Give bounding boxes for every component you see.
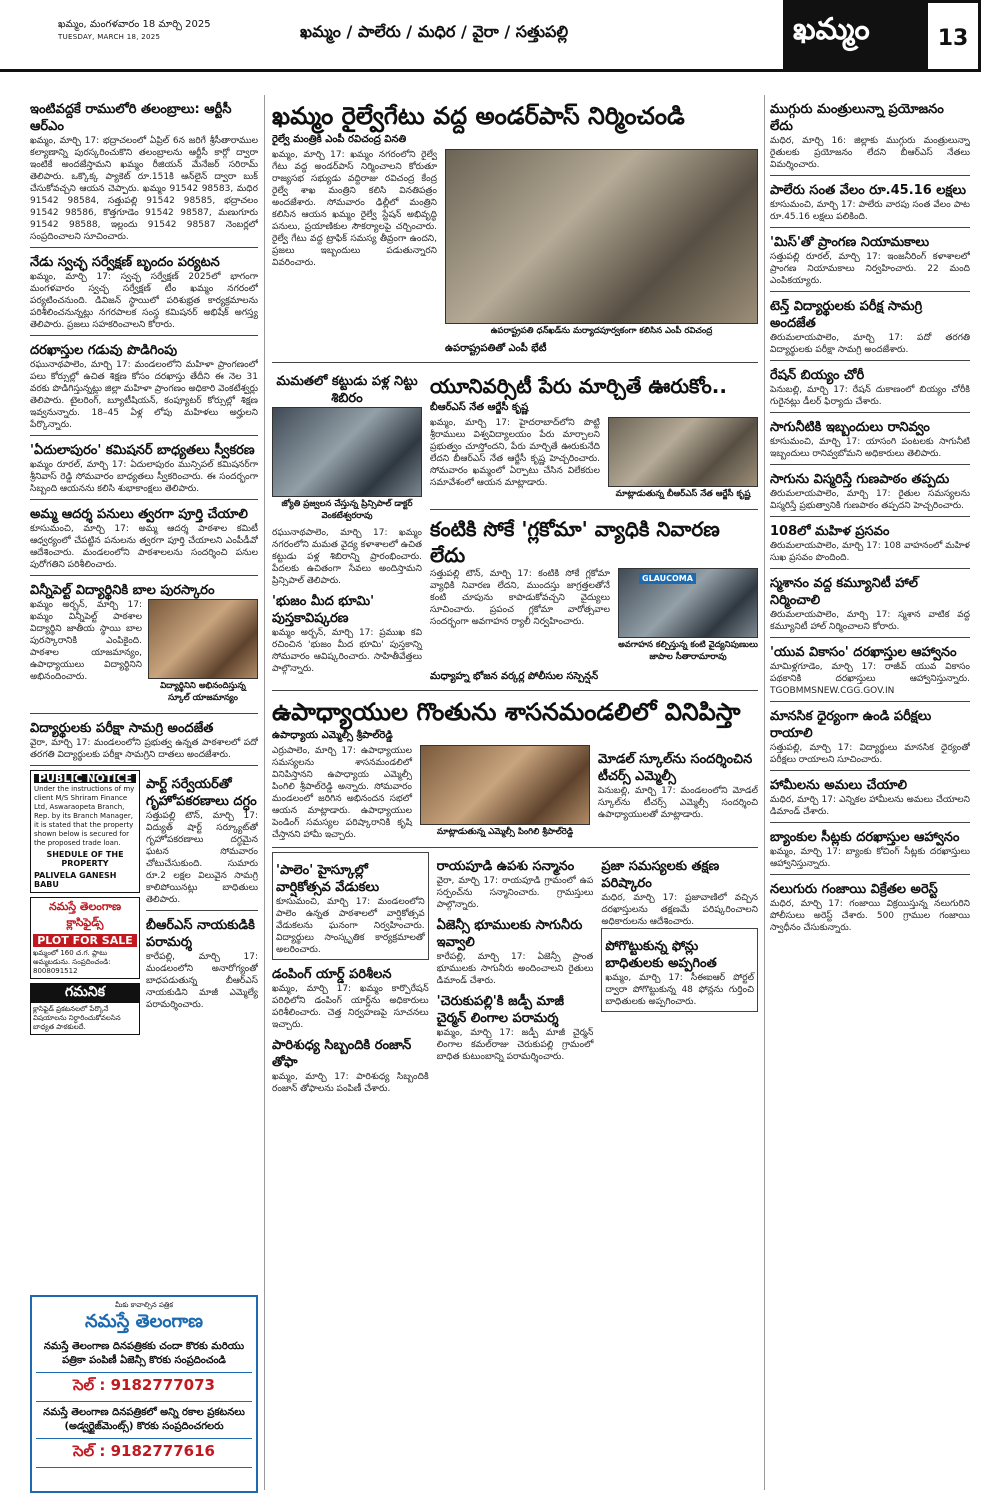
brief-headline: 'మిస్'తో ప్రాంగణ నియామకాలు xyxy=(770,235,930,250)
brief-headline: ప్రజా సమస్యలకు తక్షణ పరిష్కారం xyxy=(601,859,720,891)
brief-body: కారేపల్లి, మార్చి 17: ఏజెన్సీ ప్రాంత భూములకు సాగునీరు అందించాలని రైతులు డిమాండ్ చేశారు. xyxy=(436,952,594,986)
brief-body: వైరా, మార్చి 17: రాయపూడి గ్రామంలో ఉప సర్పంచ్‌ను సన్మానించారు. గ్రామస్తులు పాల్గొన్నారు. xyxy=(436,876,594,910)
article-body: కారేపల్లి, మార్చి 17: మండలంలోని అనారోగ్యంతో బాధపడుతున్న బీఆర్ఎస్ నాయకుడిని మాజీ ఎమ్మెల్యే పరామర్శించారు. xyxy=(146,952,258,1010)
brief-body: ఖమ్మం, మార్చి 17: జడ్పీ మాజీ చైర్మన్ లింగాల కమల్‌రాజు చెరుకుపల్లి గ్రామంలో బాధిత కుటుంబాన్ని పరామర్శించారు. xyxy=(436,1028,594,1062)
brief-body: పెనుబల్లి, మార్చి 17: రేషన్ దుకాణంలో బియ్యం చోరీకి గురైనట్లు డీలర్ ఫిర్యాదు చేశారు. xyxy=(770,385,970,407)
brief-body: సత్తుపల్లి రూరల్, మార్చి 17: ఇంజనీరింగ్ కళాశాలలో ప్రాంగణ నియామకాలు నిర్వహించారు. 22 మంది ఎంపికయ్యారు. xyxy=(770,252,970,286)
brief-headline: 'పాలెం' హైస్కూల్లో వార్షికోత్సవ వేడుకలు xyxy=(276,863,380,895)
divider xyxy=(272,690,758,691)
brief-body: తిరుమలాయపాలెం, మార్చి 17: స్మశాన వాటిక వద్ద కమ్యూనిటీ హాల్ నిర్మించాలని కోరారు. xyxy=(770,610,970,632)
model-school-headline: మోడల్ స్కూల్‌ను సందర్శించిన టీచర్స్ ఎమ్మెల్సీ xyxy=(598,752,753,784)
divider xyxy=(30,765,258,766)
brief-body: తిరుమలాయపాలెం, మార్చి 17: పదో తరగతి విద్యార్థులకు పరీక్షా సామగ్రి అందజేశారు. xyxy=(770,333,970,355)
brief-headline: పోగొట్టుకున్న ఫోన్లు బాధితులకు అప్పగింత xyxy=(605,939,717,971)
brief-headline: రేషన్ బియ్యం చోరీ xyxy=(770,368,865,383)
article xyxy=(146,917,258,1011)
brief xyxy=(437,917,594,987)
classifieds-ad xyxy=(30,897,140,979)
university-subheadline: బీఆర్ఎస్ నేత ఆర్జేసీ కృష్ణ xyxy=(430,402,529,413)
brief xyxy=(770,575,970,633)
article-headline: ఇంటివద్దకే రాములోరి తలంబ్రాలు: ఆర్టీసీ ఆర్‌ఎం xyxy=(30,102,232,134)
classifieds-brand: నమస్తే తెలంగాణ క్లాసిఫైడ్స్ xyxy=(48,900,122,929)
divider xyxy=(770,701,970,702)
brief xyxy=(770,523,970,564)
masthead xyxy=(0,0,981,72)
promo-phone-2: సెల్ : 9182777616 xyxy=(36,1438,252,1468)
lead-body: ఖమ్మం, మార్చి 17: ఖమ్మం నగరంలోని రైల్వే గేటు వద్ద అండర్‌పాస్ నిర్మించాలని కోరుతూ రాజ్యసభ సభ్యుడు వద్దిరాజు రవిచంద్ర కేంద్ర రైల్వే శాఖ మంత్రిని కలిసి వినతిపత్రం అందజేశారు. సోమవారం ఢిల్లీలో మంత్రిని కలిసిన ఆయన ఖమ్మం రైల్వే స్టేషన్ అభివృద్ధి పనులు, ప్రయాణికుల సౌకర్యాలపై చర్చించారు. రైల్వే గేటు వద్ద ట్రాఫిక్ సమస్య తీవ్రంగా ఉందని, ప్రజలు ఇబ్బందులు పడుతున్నారని వివరించారు. xyxy=(272,150,437,268)
column-divider xyxy=(264,95,265,1490)
masthead-date xyxy=(58,18,211,44)
brief-body: మధిర, మార్చి 16: జిల్లాకు ముగ్గురు మంత్రులున్నా రైతులకు ప్రయోజనం లేదని బీఆర్ఎస్ నేతలు విమర్శించారు. xyxy=(770,136,970,170)
brief-body: తిరుమలాయపాలెం, మార్చి 17: రైతుల సమస్యలను విస్మరిస్తే ప్రభుత్వానికి గుణపాఠం తప్పదని హెచ్చరించారు. xyxy=(770,489,970,511)
divider xyxy=(770,568,970,569)
divider xyxy=(770,822,970,823)
brief xyxy=(770,182,970,223)
lead-subheadline: రైల్వే మంత్రికి ఎంపీ రవిచంద్ర వినతి xyxy=(272,134,407,145)
article-headline: అమ్మ ఆదర్శ పనులు త్వరగా పూర్తి చేయాలి xyxy=(30,507,248,522)
article-body: సత్తుపల్లి టౌన్, మార్చి 17: విద్యుత్ షార్ట్ సర్క్యూట్‌తో గృహోపకరణాలు దగ్ధమైన ఘటన సోమవారం చోటుచేసుకుంది. సుమారు రూ.2 లక్షల విలువైన సామగ్రి కాలిపోయినట్లు బాధితులు తెలిపారు. xyxy=(146,811,258,905)
brief-headline: సాగును విస్మరిస్తే గుణపాఠం తప్పదు xyxy=(770,472,950,487)
divider xyxy=(30,499,258,500)
brief xyxy=(770,298,970,356)
brief-body: మధిర, మార్చి 17: ఎన్నికల హామీలను అమలు చేయాలని డిమాండ్ చేశారు. xyxy=(770,795,970,817)
date-english: TUESDAY, MARCH 18, 2025 xyxy=(58,33,161,41)
brief-headline: ఏజెన్సీ భూములకు సాగునీరు ఇవ్వాలి xyxy=(436,918,583,950)
column-right xyxy=(770,95,970,1490)
divider xyxy=(770,464,970,465)
article xyxy=(30,254,258,331)
brief-headline: నలుగురు గంజాయి విక్రేతల అరెస్ట్ xyxy=(770,882,938,897)
university-caption: మాట్లాడుతున్న బీఆర్ఎస్ నేత ఆర్జేసీ కృష్ణ xyxy=(615,489,751,499)
promo-line-2: నమస్తే తెలంగాణ దినపత్రికలో అన్ని రకాల ప్రకటనలు (అడ్వర్టైజ్‌మెంట్స్) కొరకు సంప్రదించగలరు xyxy=(43,1407,245,1432)
divider xyxy=(770,637,970,638)
article-body: ఖమ్మం, మార్చి 17: భద్రాచలంలో ఏప్రిల్ 6న జరిగే శ్రీసీతారాముల కల్యాణాన్ని పురస్కరించుకొని తలంబ్రాలను ఆర్టీసీ కార్గో ద్వారా ఇంటికే అందజేస్తామని ఖమ్మం రీజియన్ మేనేజర్ సరిరామ్ తెలిపారు. ఒక్కొక్క ప్యాకెట్ రూ.151కి ఆన్‌లైన్ ద్వారా బుక్ చేసుకోవచ్చని ఆయన చెప్పారు. ఖమ్మం 91542 98583, మధిర 91542 98584, సత్తుపల్లి 91542 98585, భద్రాచలం 91542 98586, కొత్తగూడెం 91542 98587, మణుగూరు 91542 98588, ఇల్లందు 91542 98587 నెంబర్లలో సంప్రదించాలని సూచించారు. xyxy=(30,136,258,242)
brief xyxy=(272,1037,429,1095)
article-headline: దరఖాస్తుల గడువు పొడిగింపు xyxy=(30,343,178,358)
brief-body: మధిర, మార్చి 17: ప్రజావాణిలో వచ్చిన దరఖాస్తులను తక్షణమే పరిష్కరించాలని అధికారులను ఆదేశించారు. xyxy=(601,893,758,927)
divider xyxy=(272,847,758,848)
photo-caption: విద్యార్థినిని అభినందిస్తున్న స్కూల్ యాజమాన్యం xyxy=(160,681,246,703)
date-telugu: ఖమ్మం, మంగళవారం 18 మార్చి 2025 xyxy=(58,19,211,30)
divider xyxy=(30,575,258,576)
article-headline: నేడు స్వచ్ఛ సర్వేక్షణ్ బృందం పర్యటన xyxy=(30,255,220,270)
brief-body: తిరుమలాయపాలెం, మార్చి 17: 108 వాహనంలో మహిళ సుఖ ప్రసవం పొందింది. xyxy=(770,541,970,563)
article-headline: 'ఏదులాపురం' కమిషనర్ బాధ్యతలు స్వీకరణ xyxy=(30,443,255,458)
mlc-subheadline: ఉపాధ్యాయ ఎమ్మెల్సీ శ్రీపాల్‌రెడ్డి xyxy=(272,730,393,741)
brief xyxy=(770,777,970,818)
brief-body: మధిర, మార్చి 17: గంజాయి విక్రయిస్తున్న నలుగురిని పోలీసులు అరెస్ట్ చేశారు. 500 గ్రాముల గంజాయి స్వాధీనం చేసుకున్నారు. xyxy=(770,899,970,933)
divider xyxy=(30,435,258,436)
promo-brand: నమస్తే తెలంగాణ xyxy=(85,1311,203,1332)
brief xyxy=(272,966,429,1031)
brief-body: ఖమ్మం, మార్చి 17: సీఈఐఆర్ పోర్టల్ ద్వారా పోగొట్టుకున్న 48 ఫోన్లను గుర్తించి బాధితులకు అప్పగించారు. xyxy=(605,973,754,1007)
article-body: రఘునాథపాలెం, మార్చి 17: మండలంలోని మహిళా ప్రాంగణంలో పలు కోర్సుల్లో ఉచిత శిక్షణ కోసం దరఖాస్తు తేదీని ఈ నెల 31 వరకు పొడిగిస్తున్నట్లు జిల్లా మహిళా ప్రాంగణం అధికారి వెంకటేశ్వర్లు తెలిపారు. టైలరింగ్, బ్యూటీషియన్, కంప్యూటర్ కోర్సుల్లో శిక్షణ ఇవ్వనున్నారు. 18–45 ఏళ్ల లోపు మహిళలు అర్హులని పేర్కొన్నారు. xyxy=(30,360,258,430)
brief-headline: మానసిక ధైర్యంగా ఉండి పరీక్షలు రాయాలి xyxy=(770,709,932,741)
article xyxy=(30,442,258,495)
university-body: ఖమ్మం, మార్చి 17: హైదరాబాద్‌లోని పొట్టి శ్రీరాములు విశ్వవిద్యాలయం పేరు మార్చాలని ప్రభుత్వం చూస్తోందని, పేరు మార్చితే ఊరుకునేది లేదని బీఆర్ఎస్ నేత ఆర్జేసీ కృష్ణ హెచ్చరించారు. సోమవారం ఖమ్మంలో ఏర్పాటు చేసిన విలేకరుల సమావేశంలో ఆయన మాట్లాడారు. xyxy=(430,418,600,488)
brief-headline: 108లో మహిళ ప్రసవం xyxy=(770,524,890,539)
article-headline: పార్ట్ సర్వేయర్‌తో గృహోపకరణాలు దగ్ధం xyxy=(146,777,257,809)
notice-body: క్లాసిఫైడ్ ప్రకటనలలో పేర్కొనే విషయాలను నిర్ధారించుకోవలసిన బాధ్యత పాఠకులదే. xyxy=(33,1005,121,1031)
divider xyxy=(30,335,258,336)
brief-headline: పారిశుధ్య సిబ్బందికి రంజాన్ తోఫా xyxy=(272,1038,412,1070)
student-award-photo xyxy=(148,599,258,679)
column-left xyxy=(30,95,258,1285)
bottom-briefs xyxy=(272,852,758,1095)
dental-camp-body: రఘునాథపాలెం, మార్చి 17: ఖమ్మం నగరంలోని మమత వైద్య కళాశాలలో ఉచిత కట్టుడు పళ్ల శిబిరాన్ని ప్రారంభించారు. పేదలకు ఉచితంగా సేవలు అందిస్తామని ప్రిన్సిపాల్ తెలిపారు. xyxy=(272,528,422,586)
brief xyxy=(770,708,970,766)
brief-headline: రాయపూడి ఉపశు సన్మానం xyxy=(436,859,575,874)
glaucoma-headline: కంటికి సోకే 'గ్లకోమా' వ్యాధికి నివారణ లేదు xyxy=(430,517,720,567)
article xyxy=(30,101,258,243)
glaucoma-caption: అవగాహన కల్పిస్తున్న కంటి వైద్యనిపుణులు జాపాల సీతారామారావు xyxy=(618,640,758,662)
brief-body: మామిళ్లగూడెం, మార్చి 17: రాజీవ్ యువ వికాసం పథకానికి దరఖాస్తులు ఆహ్వానిస్తున్నారు. TGOBMMSNEW.CGG.GOV.IN xyxy=(770,662,970,696)
university-section xyxy=(272,367,758,686)
brief xyxy=(770,367,970,408)
brief-headline: స్మశానం వద్ద కమ్యూనిటీ హాల్ నిర్మించాలి xyxy=(770,576,918,608)
promo-tagline: మీకు కావాల్సిన పత్రిక xyxy=(114,1301,174,1309)
divider xyxy=(770,227,970,228)
article-body: ఖమ్మం రూరల్, మార్చి 17: ఏదులాపురం మున్సిపల్ కమిషనర్‌గా శ్రీనివాస్ రెడ్డి సోమవారం బాధ్యతలు స్వీకరించారు. ఈ సందర్భంగా సిబ్బంది ఆయనను కలిసి శుభాకాంక్షలు తెలిపారు. xyxy=(30,460,258,494)
masthead-district-block xyxy=(783,0,981,72)
article-body: కూసుమంచి, మార్చి 17: అమ్మ ఆదర్శ పాఠశాల కమిటీ ఆధ్వర్యంలో చేపట్టిన పనులను త్వరగా పూర్తి చేయాలని ఎంపీడీవో ఆదేశించారు. మండలంలోని పాఠశాలలను సందర్శించి పనుల పురోగతిని పరిశీలించారు. xyxy=(30,524,258,570)
divider xyxy=(30,713,258,714)
divider xyxy=(770,175,970,176)
mlc-headline: ఉపాధ్యాయుల గొంతును శాసనమండలిలో వినిపిస్తా xyxy=(272,698,741,726)
brief-body: ఖమ్మం, మార్చి 17: ఖమ్మం కార్పొరేషన్ పరిధిలోని డంపింగ్ యార్డ్‌ను అధికారులు పరిశీలించారు. చెత్త నిర్వహణపై సూచనలు ఇచ్చారు. xyxy=(272,984,429,1030)
dental-camp-caption: జ్యోతి ప్రజ్వలన చేస్తున్న ప్రిన్సిపాల్ డాక్టర్ వెంకటేశ్వరరావు xyxy=(281,499,413,521)
lead-subsection-head: ఉపరాష్ట్రపతితో ఎంపీ భేటీ xyxy=(445,343,547,354)
brief-headline: 'యువ వికాసం' దరఖాస్తుల ఆహ్వానం xyxy=(770,645,957,660)
brief xyxy=(770,234,970,287)
lead-article xyxy=(272,101,758,358)
article xyxy=(30,582,258,709)
divider xyxy=(770,874,970,875)
plot-for-sale-banner: PLOT FOR SALE xyxy=(33,934,137,947)
brief-body: కూసుమంచి, మార్చి 17: పాలేరు వారపు సంత వేలం పాట రూ.45.16 లక్షలు పలికింది. xyxy=(770,200,970,222)
article-headline: బీఆర్ఎస్ నాయకుడికి పరామర్శ xyxy=(146,918,255,950)
university-photo xyxy=(608,417,758,487)
brief xyxy=(770,471,970,512)
brief-headline: హామీలను అమలు చేయాలి xyxy=(770,778,907,793)
lead-headline: ఖమ్మం రైల్వేగేటు వద్ద అండర్‌పాస్ నిర్మించండి xyxy=(272,102,685,130)
brief xyxy=(770,101,970,171)
glaucoma-photo xyxy=(618,568,758,638)
column-center xyxy=(272,95,758,1490)
masthead-places: ఖమ్మం / పాలేరు / మధిర / వైరా / సత్తుపల్లి xyxy=(300,22,569,41)
notice-title: గమనిక xyxy=(31,984,139,1003)
brief-headline: బ్యాంకుల సీట్లకు దరఖాస్తుల ఆహ్వానం xyxy=(770,830,960,845)
public-notice-title: PUBLIC NOTICE xyxy=(34,774,136,783)
brief xyxy=(272,852,429,960)
brief xyxy=(770,644,970,697)
brief-headline: పాలేరు సంత వేలం రూ.45.16 లక్షలు xyxy=(770,183,966,198)
university-headline: యూనివర్సిటీ పేరు మార్చితే ఊరుకోం.. xyxy=(430,374,727,398)
glaucoma-body: సత్తుపల్లి టౌన్, మార్చి 17: కంటికి సోకే గ్లకోమా వ్యాధికి నివారణ లేదని, ముందస్తు జాగ్రత్తలతోనే కంటి చూపును కాపాడుకోవచ్చని వైద్యులు సూచించారు. ప్రపంచ గ్లకోమా వారోత్సవాల సందర్భంగా అవగాహన ర్యాలీ నిర్వహించారు. xyxy=(430,569,610,627)
model-school-body: పెనుబల్లి, మార్చి 17: మండలంలోని మోడల్ స్కూల్‌ను టీచర్స్ ఎమ్మెల్సీ సందర్శించి ఉపాధ్యాయులతో మాట్లాడారు. xyxy=(598,786,758,820)
book-launch-body: ఖమ్మం అర్బన్, మార్చి 17: ప్రముఖ కవి రచించిన 'భుజం మీద భూమి' పుస్తకాన్ని సోమవారం ఆవిష్కరించారు. సాహితీవేత్తలు పాల్గొన్నారు. xyxy=(272,628,422,674)
brief-headline: సాగునీటికి ఇబ్బందులు రానివ్వం xyxy=(770,420,930,435)
glaucoma-banner: GLAUCOMA xyxy=(639,573,696,584)
article-body: ఖమ్మం, మార్చి 17: స్వచ్ఛ సర్వేక్షణ్ 2025లో భాగంగా మంగళవారం స్వచ్ఛ సర్వేక్షణ్ టీం ఖమ్మం నగరంలో పర్యటించనుంది. డివిజన్ స్థాయిలో పరిశుభ్రత కార్యక్రమాలను పరిశీలించనున్నట్లు నగరపాలక సంస్థ కమిషనర్ అభిషేక్ అగస్త్య తెలిపారు. ప్రజలు సహకరించాలని కోరారు. xyxy=(30,272,258,330)
divider xyxy=(770,516,970,517)
glaucoma-subsection: మధ్యాహ్న భోజన వర్కర్ల పోలీసుల సస్పెన్షన్ xyxy=(430,671,599,682)
classifieds-body: ఖమ్మంలో 160 చ.గ. ప్లాటు అమ్మబడును. సంప్రదించండి: 8008091512 xyxy=(33,949,111,975)
public-notice-signature: PALIVELA GANESH BABU xyxy=(34,871,117,889)
brief xyxy=(437,993,594,1063)
brief-body: సత్తుపల్లి, మార్చి 17: విద్యార్థులు మానసిక ధైర్యంతో పరీక్షలు రాయాలని సూచించారు. xyxy=(770,743,970,765)
district-name: ఖమ్మం xyxy=(793,12,870,47)
lead-photo-caption: ఉపరాష్ట్రపతి ధన్‌ఖడ్‌ను మర్యాదపూర్వకంగా కలిసిన ఎంపీ రవిచంద్ర xyxy=(490,326,713,336)
brief-body: ఖమ్మం, మార్చి 17: పారిశుధ్య సిబ్బందికి రంజాన్ తోఫాలను పంపిణీ చేశారు. xyxy=(272,1072,429,1094)
column-divider xyxy=(764,95,765,1490)
article-body: ఖమ్మం అర్బన్, మార్చి 17: ఖమ్మం విన్నీపెల్ట్ పాఠశాల విద్యార్థిని జాతీయ స్థాయి బాల పురస్కారానికి ఎంపికైంది. పాఠశాల యాజమాన్యం, ఉపాధ్యాయులు విద్యార్థినిని అభినందించారు. xyxy=(30,600,142,682)
brief-body: ఖమ్మం, మార్చి 17: బ్యాంకు కోచింగ్ సీట్లకు దరఖాస్తులు ఆహ్వానిస్తున్నారు. xyxy=(770,847,970,869)
public-notice-ad xyxy=(30,770,140,893)
divider xyxy=(272,362,758,363)
article xyxy=(30,506,258,571)
brief-body: కూసుమంచి, మార్చి 17: యాసంగి పంటలకు సాగునీటి ఇబ్బందులు రానివ్వబోమని అధికారులు తెలిపారు. xyxy=(770,437,970,459)
promo-line-1: నమస్తే తెలంగాణ దినపత్రికకు చందా కొరకు మరియు పత్రికా పంపిణీ ఏజెన్సీ కొరకు సంప్రదించండి xyxy=(43,1341,245,1366)
article-headline: విద్యార్థులకు పరీక్షా సామగ్రి అందజేత xyxy=(30,721,214,736)
divider xyxy=(770,360,970,361)
dental-camp-headline: మమతలో కట్టుడు పళ్ల నిట్టు శిబిరం xyxy=(276,374,418,406)
brief-body: కూసుమంచి, మార్చి 17: మండలంలోని పాలెం ఉన్నత పాఠశాలలో వార్షికోత్సవ వేడుకలను ఘనంగా నిర్వహించారు. విద్యార్థులు సాంస్కృతిక కార్యక్రమాలతో అలరించారు. xyxy=(276,897,425,955)
brief-headline: డంపింగ్ యార్డ్ పరిశీలన xyxy=(272,967,392,982)
divider xyxy=(770,291,970,292)
brief xyxy=(601,928,758,1012)
brief xyxy=(770,829,970,870)
public-notice-body: Under the instructions of my client M/S Shriram Finance Ltd, Aswaraopeta Branch, Rep. by its Branch Manager, it is stated that the property shown below is secured for the proposed trade loan. xyxy=(34,785,135,847)
divider xyxy=(770,770,970,771)
article xyxy=(30,720,258,761)
book-launch-headline: 'భుజం మీద భూమి' పుస్తకావిష్కరణ xyxy=(272,594,375,626)
public-notice-subtitle: SHEDULE OF THE PROPERTY xyxy=(46,850,124,868)
brief xyxy=(437,858,594,911)
mlc-body: ఎర్రుపాలెం, మార్చి 17: ఉపాధ్యాయుల సమస్యలను శాసనమండలిలో వినిపిస్తానని ఉపాధ్యాయ ఎమ్మెల్సీ పింగిలి శ్రీపాల్‌రెడ్డి అన్నారు. సోమవారం మండలంలో జరిగిన అభినందన సభలో ఆయన మాట్లాడారు. ఉపాధ్యాయుల పెండింగ్ సమస్యల పరిష్కారానికి కృషి చేస్తానని హామీ ఇచ్చారు. xyxy=(272,746,412,840)
promo-phone-1: సెల్ : 9182777073 xyxy=(36,1372,252,1402)
article-headline: విన్నీపెల్ట్ విద్యార్థినికి బాల పురస్కారం xyxy=(30,583,215,598)
page-number: 13 xyxy=(925,0,981,72)
mlc-photo xyxy=(420,745,590,825)
brief xyxy=(601,858,758,928)
brief-headline: ముగ్గురు మంత్రులున్నా ప్రయోజనం లేదు xyxy=(770,102,944,134)
lead-photo xyxy=(445,149,758,324)
mlc-article xyxy=(272,697,758,843)
brief-headline: 'చెరుకుపల్లి'కి జడ్పీ మాజీ చైర్మన్ లింగాల పరామర్శ xyxy=(436,994,564,1026)
notice-box xyxy=(30,983,140,1035)
classified-ads-column xyxy=(30,770,140,1035)
divider xyxy=(770,412,970,413)
newspaper-subscription-ad xyxy=(30,1295,258,1493)
divider xyxy=(30,247,258,248)
mlc-caption: మాట్లాడుతున్న ఎమ్మెల్సీ పింగిలి శ్రీపాల్‌రెడ్డి xyxy=(436,827,574,837)
brief-headline: టెన్త్ విద్యార్థులకు పరీక్ష సామగ్రి అందజేత xyxy=(770,299,923,331)
divider xyxy=(430,509,758,510)
article xyxy=(30,342,258,431)
divider xyxy=(146,910,258,911)
brief xyxy=(770,419,970,460)
article xyxy=(146,776,258,906)
brief xyxy=(770,881,970,934)
dental-camp-photo xyxy=(272,407,422,497)
article-body: వైరా, మార్చి 17: మండలంలోని ప్రభుత్వ ఉన్నత పాఠశాలలో పదో తరగతి విద్యార్థులకు పరీక్షా సామగ్రిని దాతలు అందజేశారు. xyxy=(30,738,258,760)
